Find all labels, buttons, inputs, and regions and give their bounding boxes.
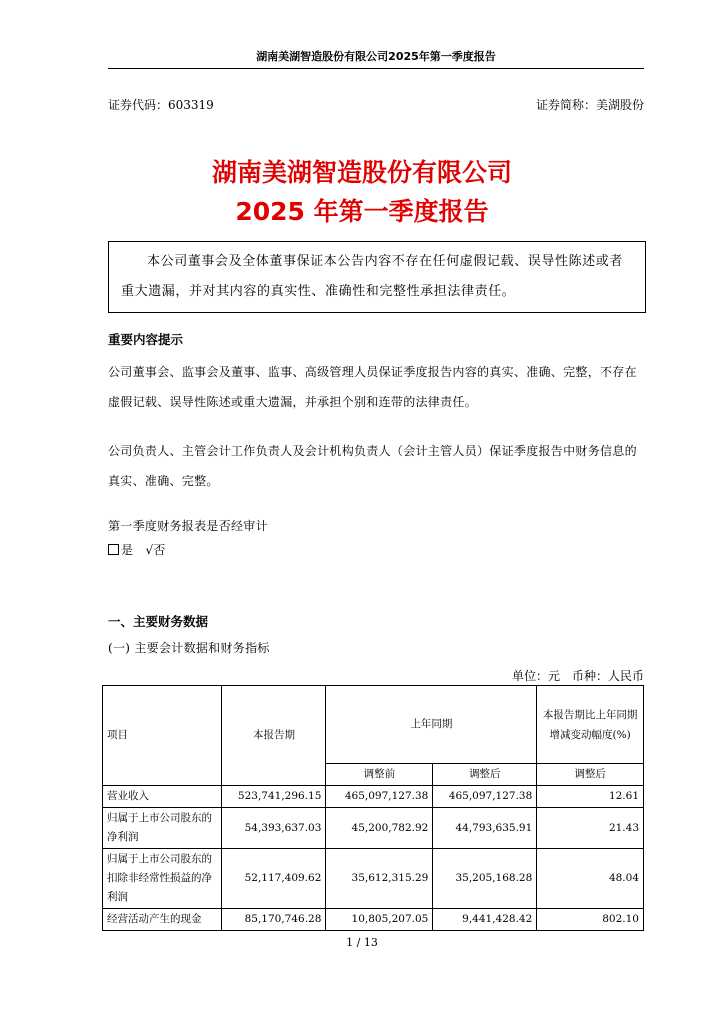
report-title: 2025 年第一季度报告 (235, 197, 489, 226)
row-item: 归属于上市公司股东的扣除非经常性损益的净利润 (103, 849, 222, 909)
audit-yes-label: 是 (121, 543, 134, 557)
header-item: 项目 (103, 686, 222, 786)
row-change: 48.04 (537, 849, 644, 909)
company-title: 湖南美湖智造股份有限公司 (211, 158, 512, 187)
section-main-financial-data: 一、主要财务数据 (108, 614, 209, 629)
table-header-row (103, 686, 644, 764)
table-row (103, 849, 644, 909)
row-current: 523,741,296.15 (222, 786, 326, 808)
row-after: 465,097,127.38 (433, 786, 537, 808)
row-after: 9,441,428.42 (433, 909, 537, 931)
header-change-after-adjustment: 调整后 (537, 764, 644, 786)
board-declaration-box: 本公司董事会及全体董事保证本公告内容不存在任何虚假记载、误导性陈述或者重大遗漏，并对其内容的真实性、准确性和完整性承担法律责任。 (108, 241, 646, 313)
header-last-year: 上年同期 (326, 686, 537, 764)
notice-paragraph-2: 公司负责人、主管会计工作负责人及会计机构负责人（会计主管人员）保证季度报告中财务信息的真实、准确、完整。 (108, 444, 637, 488)
header-current-period: 本报告期 (222, 686, 326, 786)
audit-no-label: √否 (145, 543, 166, 557)
table-row (103, 909, 644, 931)
audit-question: 第一季度财务报表是否经审计 (108, 519, 268, 533)
notice-paragraph-1: 公司董事会、监事会及董事、监事、高级管理人员保证季度报告内容的真实、准确、完整，不存在虚假记载、误导性陈述或重大遗漏，并承担个别和连带的法律责任。 (108, 365, 637, 409)
unchecked-box-icon (108, 544, 119, 555)
row-item: 经营活动产生的现金 (103, 909, 222, 931)
row-before: 35,612,315.29 (326, 849, 433, 909)
audit-answer-row (108, 539, 644, 561)
row-before: 465,097,127.38 (326, 786, 433, 808)
row-before: 45,200,782.92 (326, 808, 433, 849)
header-after-adjustment: 调整后 (433, 764, 537, 786)
row-before: 10,805,207.05 (326, 909, 433, 931)
row-item: 营业收入 (103, 786, 222, 808)
table-row (103, 808, 644, 849)
header-change-pct: 本报告期比上年同期增减变动幅度(%) (537, 686, 644, 764)
security-code: 证券代码：603319 (108, 98, 214, 112)
running-header: 湖南美湖智造股份有限公司2025年第一季度报告 (108, 48, 644, 69)
unit-currency-label: 单位：元 币种：人民币 (511, 669, 644, 683)
financial-data-table (102, 685, 644, 931)
row-change: 21.43 (537, 808, 644, 849)
security-info-row (108, 96, 644, 113)
row-current: 54,393,637.03 (222, 808, 326, 849)
row-change: 12.61 (537, 786, 644, 808)
table-row (103, 786, 644, 808)
row-current: 52,117,409.62 (222, 849, 326, 909)
subsection-accounting-data: (一) 主要会计数据和财务指标 (108, 641, 270, 655)
row-after: 35,205,168.28 (433, 849, 537, 909)
security-short-name: 证券简称：美湖股份 (535, 98, 644, 112)
row-current: 85,170,746.28 (222, 909, 326, 931)
page-number: 1 / 13 (346, 936, 378, 949)
row-change: 802.10 (537, 909, 644, 931)
row-item: 归属于上市公司股东的净利润 (103, 808, 222, 849)
important-notice-heading: 重要内容提示 (108, 332, 184, 347)
row-after: 44,793,635.91 (433, 808, 537, 849)
header-before-adjustment: 调整前 (326, 764, 433, 786)
